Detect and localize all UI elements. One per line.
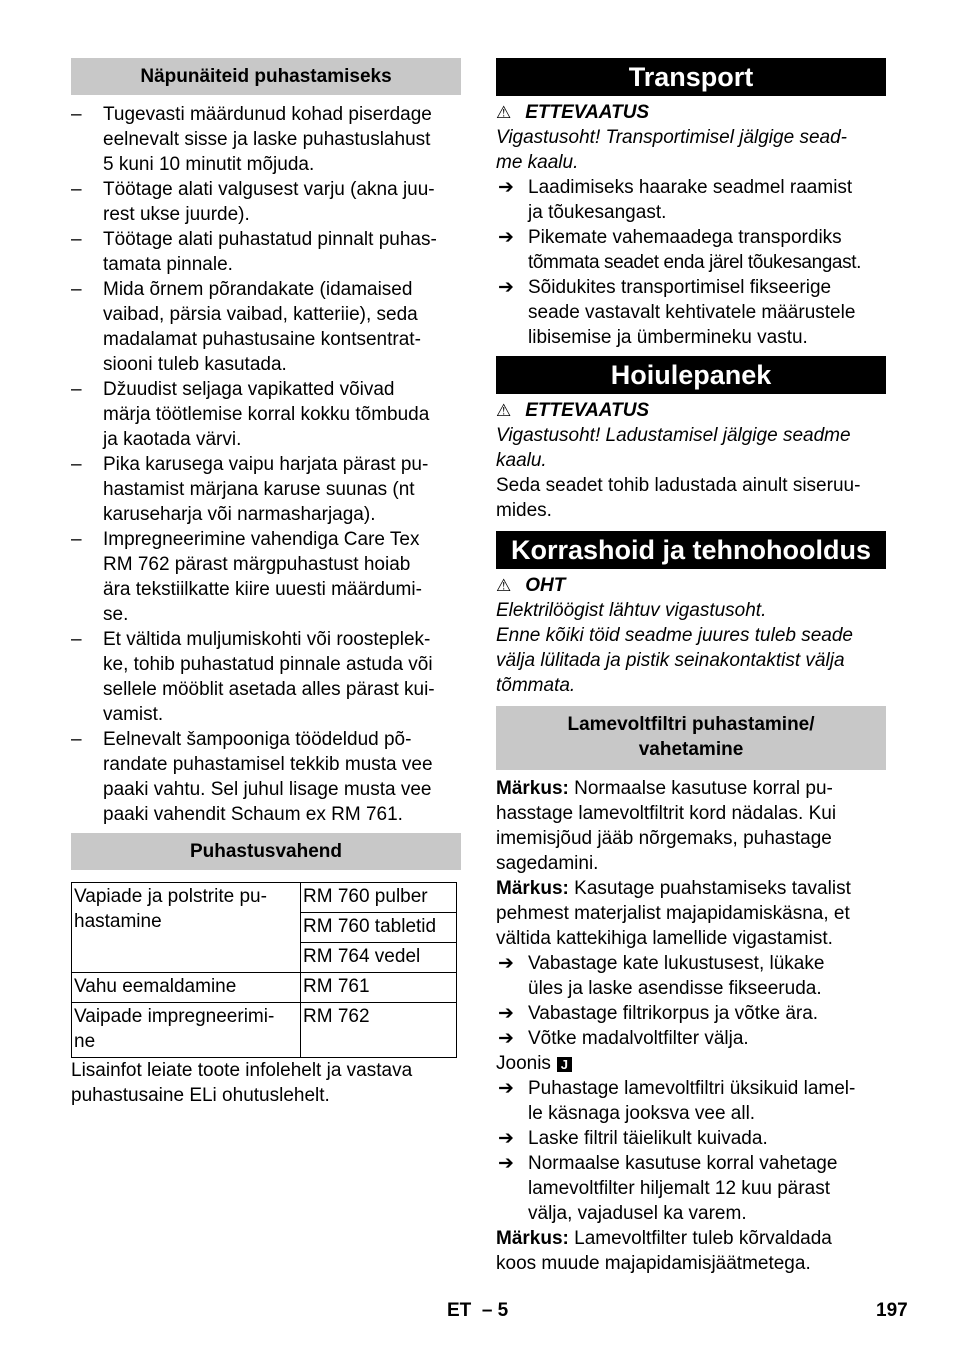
- warning-triangle-icon: ⚠: [496, 576, 512, 595]
- storage-text: Seda seadet tohib ladustada ainult siseruu- mides.: [496, 475, 861, 521]
- note-label: Märkus:: [496, 878, 569, 899]
- tip-item: – Eelnevalt šampooniga töödeldud põ- randate puhastamisel tekkib musta vee paaki vahtu. Sel juhul lisage musta vee paaki vahendit Schaum ex RM 761.: [71, 729, 433, 825]
- dash-marker: –: [71, 529, 82, 550]
- tips-list: [71, 102, 461, 827]
- arrow-right-icon: ➔: [498, 177, 514, 198]
- danger-label: ⚠ OHT: [496, 575, 566, 596]
- table-cell-value: RM 760 pulber: [301, 883, 457, 913]
- arrow-right-icon: ➔: [498, 1003, 514, 1024]
- arrow-right-icon: ➔: [498, 1128, 514, 1149]
- note-label: Märkus:: [496, 778, 569, 799]
- warning-triangle-icon: ⚠: [496, 103, 512, 122]
- arrow-right-icon: ➔: [498, 227, 514, 248]
- dash-marker: –: [71, 379, 82, 400]
- tip-item: – Et vältida muljumiskohti või roosteplek- ke, tohib puhastatud pinnale astuda või sellele mööblit asetada alles pärast kui- vamist.: [71, 629, 435, 725]
- table-cell-value: RM 761: [301, 973, 457, 1003]
- list-item: ➔ Võtke madalvoltfilter välja.: [498, 1028, 749, 1049]
- list-item: ➔ Vabastage filtrikorpus ja võtke ära.: [498, 1003, 819, 1024]
- cleaning-agent-table: [71, 882, 457, 1058]
- arrow-right-icon: ➔: [498, 1078, 514, 1099]
- dash-marker: –: [71, 629, 82, 650]
- list-item: ➔ Pikemate vahemaadega transpordiks tõmmata seadet enda järel tõukesangast.: [498, 227, 861, 273]
- dash-marker: –: [71, 279, 82, 300]
- figure-badge: J: [557, 1057, 572, 1072]
- right-column: [496, 58, 886, 1276]
- transport-heading: Transport: [496, 58, 886, 96]
- note-paragraph: Märkus: Kasutage puahstamiseks tavalist pehmest materjalist majapidamiskäsna, et vältida kattekihiga lamellide vigastamist.: [496, 878, 851, 949]
- tip-item: – Tugevasti määrdunud kohad piserdage eelnevalt sisse ja laske puhastuslahust 5 kuni 10 minutit mõjuda.: [71, 104, 432, 175]
- arrow-right-icon: ➔: [498, 953, 514, 974]
- cleaning-agent-heading: Puhastusvahend: [71, 833, 461, 870]
- tip-item: – Töötage alati puhastatud pinnalt puhas- tamata pinnale.: [71, 229, 437, 275]
- table-cell-value: RM 760 tabletid: [301, 913, 457, 943]
- arrow-right-icon: ➔: [498, 1153, 514, 1174]
- tip-item: – Džuudist seljaga vapikatted võivad märja töötlemise korral kokku tõmbuda ja kaotada värvi.: [71, 379, 430, 450]
- tip-item: – Töötage alati valgusest varju (akna juu- rest ukse juurde).: [71, 179, 435, 225]
- tip-item: – Pika karusega vaipu harjata pärast pu- hastamist märjana karuse suunas (nt karuseharja või narmasharjaga).: [71, 454, 429, 525]
- page-number: 197: [876, 1300, 908, 1321]
- list-item: ➔ Vabastage kate lukustusest, lükake üles ja laske asendisse fikseeruda.: [498, 953, 825, 999]
- arrow-right-icon: ➔: [498, 1028, 514, 1049]
- storage-heading: Hoiulepanek: [496, 356, 886, 394]
- storage-warning: Vigastusoht! Ladustamisel jälgige seadme kaalu.: [496, 425, 851, 471]
- footer-section-label: ET – 5: [447, 1300, 509, 1321]
- dash-marker: –: [71, 454, 82, 475]
- table-row: [72, 973, 457, 1003]
- dash-marker: –: [71, 179, 82, 200]
- maintenance-heading: Korrashoid ja tehnohooldus: [496, 531, 886, 569]
- list-item: ➔ Sõidukites transportimisel fikseerige seade vastavalt kehtivatele määrustele libisemise ja ümbermineku vastu.: [498, 277, 856, 348]
- left-column: [71, 58, 461, 1108]
- caution-label: ⚠ ETTEVAATUS: [496, 102, 650, 123]
- danger-text: Elektrilöögist lähtuv vigastusoht. Enne kõiki töid seadme juures tuleb seade välja lülitada ja pistik seinakontaktist välja tõmmata.: [496, 600, 854, 696]
- table-row: [72, 883, 457, 913]
- table-cell-label: Vaipade impregneerimi- ne: [72, 1003, 301, 1058]
- filter-heading: Lamevoltfiltri puhastamine/ vahetamine: [496, 706, 886, 770]
- dash-marker: –: [71, 104, 82, 125]
- tip-item: – Mida õrnem põrandakate (idamaised vaibad, pärsia vaibad, katteriie), seda madalamat puhastusaine kontsentrat- siooni tuleb kasutada.: [71, 279, 421, 375]
- note-label: Märkus:: [496, 1228, 569, 1249]
- table-cell-label: Vapiade ja polstrite pu- hastamine: [72, 883, 301, 973]
- table-cell-value: RM 764 vedel: [301, 943, 457, 973]
- info-paragraph: Lisainfot leiate toote infolehelt ja vastava puhastusaine ELi ohutuslehelt.: [71, 1060, 413, 1106]
- dash-marker: –: [71, 729, 82, 750]
- warning-triangle-icon: ⚠: [496, 401, 512, 420]
- list-item: ➔ Normaalse kasutuse korral vahetage lamevoltfilter hiljemalt 12 kuu pärast välja, vajadusel ka varem.: [498, 1153, 838, 1224]
- list-item: ➔ Laadimiseks haarake seadmel raamist ja tõukesangast.: [498, 177, 853, 223]
- figure-reference: Joonis J: [496, 1051, 886, 1076]
- list-item: ➔ Puhastage lamevoltfiltri üksikuid lamel- le käsnaga jooksva vee all.: [498, 1078, 856, 1124]
- transport-warning: Vigastusoht! Transportimisel jälgige sead- me kaalu.: [496, 127, 847, 173]
- note-paragraph: Märkus: Normaalse kasutuse korral pu- hasstage lamevoltfiltrit kord nädalas. Kui imemisjõud jääb nõrgemaks, puhastage sagedamini.: [496, 778, 837, 874]
- arrow-right-icon: ➔: [498, 277, 514, 298]
- table-cell-value: RM 762: [301, 1003, 457, 1058]
- table-row: [72, 1003, 457, 1058]
- tip-item: – Impregneerimine vahendiga Care Tex RM 762 pärast märgpuhastust hoiab ära tekstiilkatte kiire uuesti määrdumi- se.: [71, 529, 422, 625]
- table-cell-label: Vahu eemaldamine: [72, 973, 301, 1003]
- note-paragraph: Märkus: Lamevoltfilter tuleb kõrvaldada koos muude majapidamisjäätmetega.: [496, 1228, 832, 1274]
- list-item: ➔ Laske filtril täielikult kuivada.: [498, 1128, 768, 1149]
- dash-marker: –: [71, 229, 82, 250]
- tips-heading: Näpunäiteid puhastamiseks: [71, 58, 461, 95]
- caution-label: ⚠ ETTEVAATUS: [496, 400, 650, 421]
